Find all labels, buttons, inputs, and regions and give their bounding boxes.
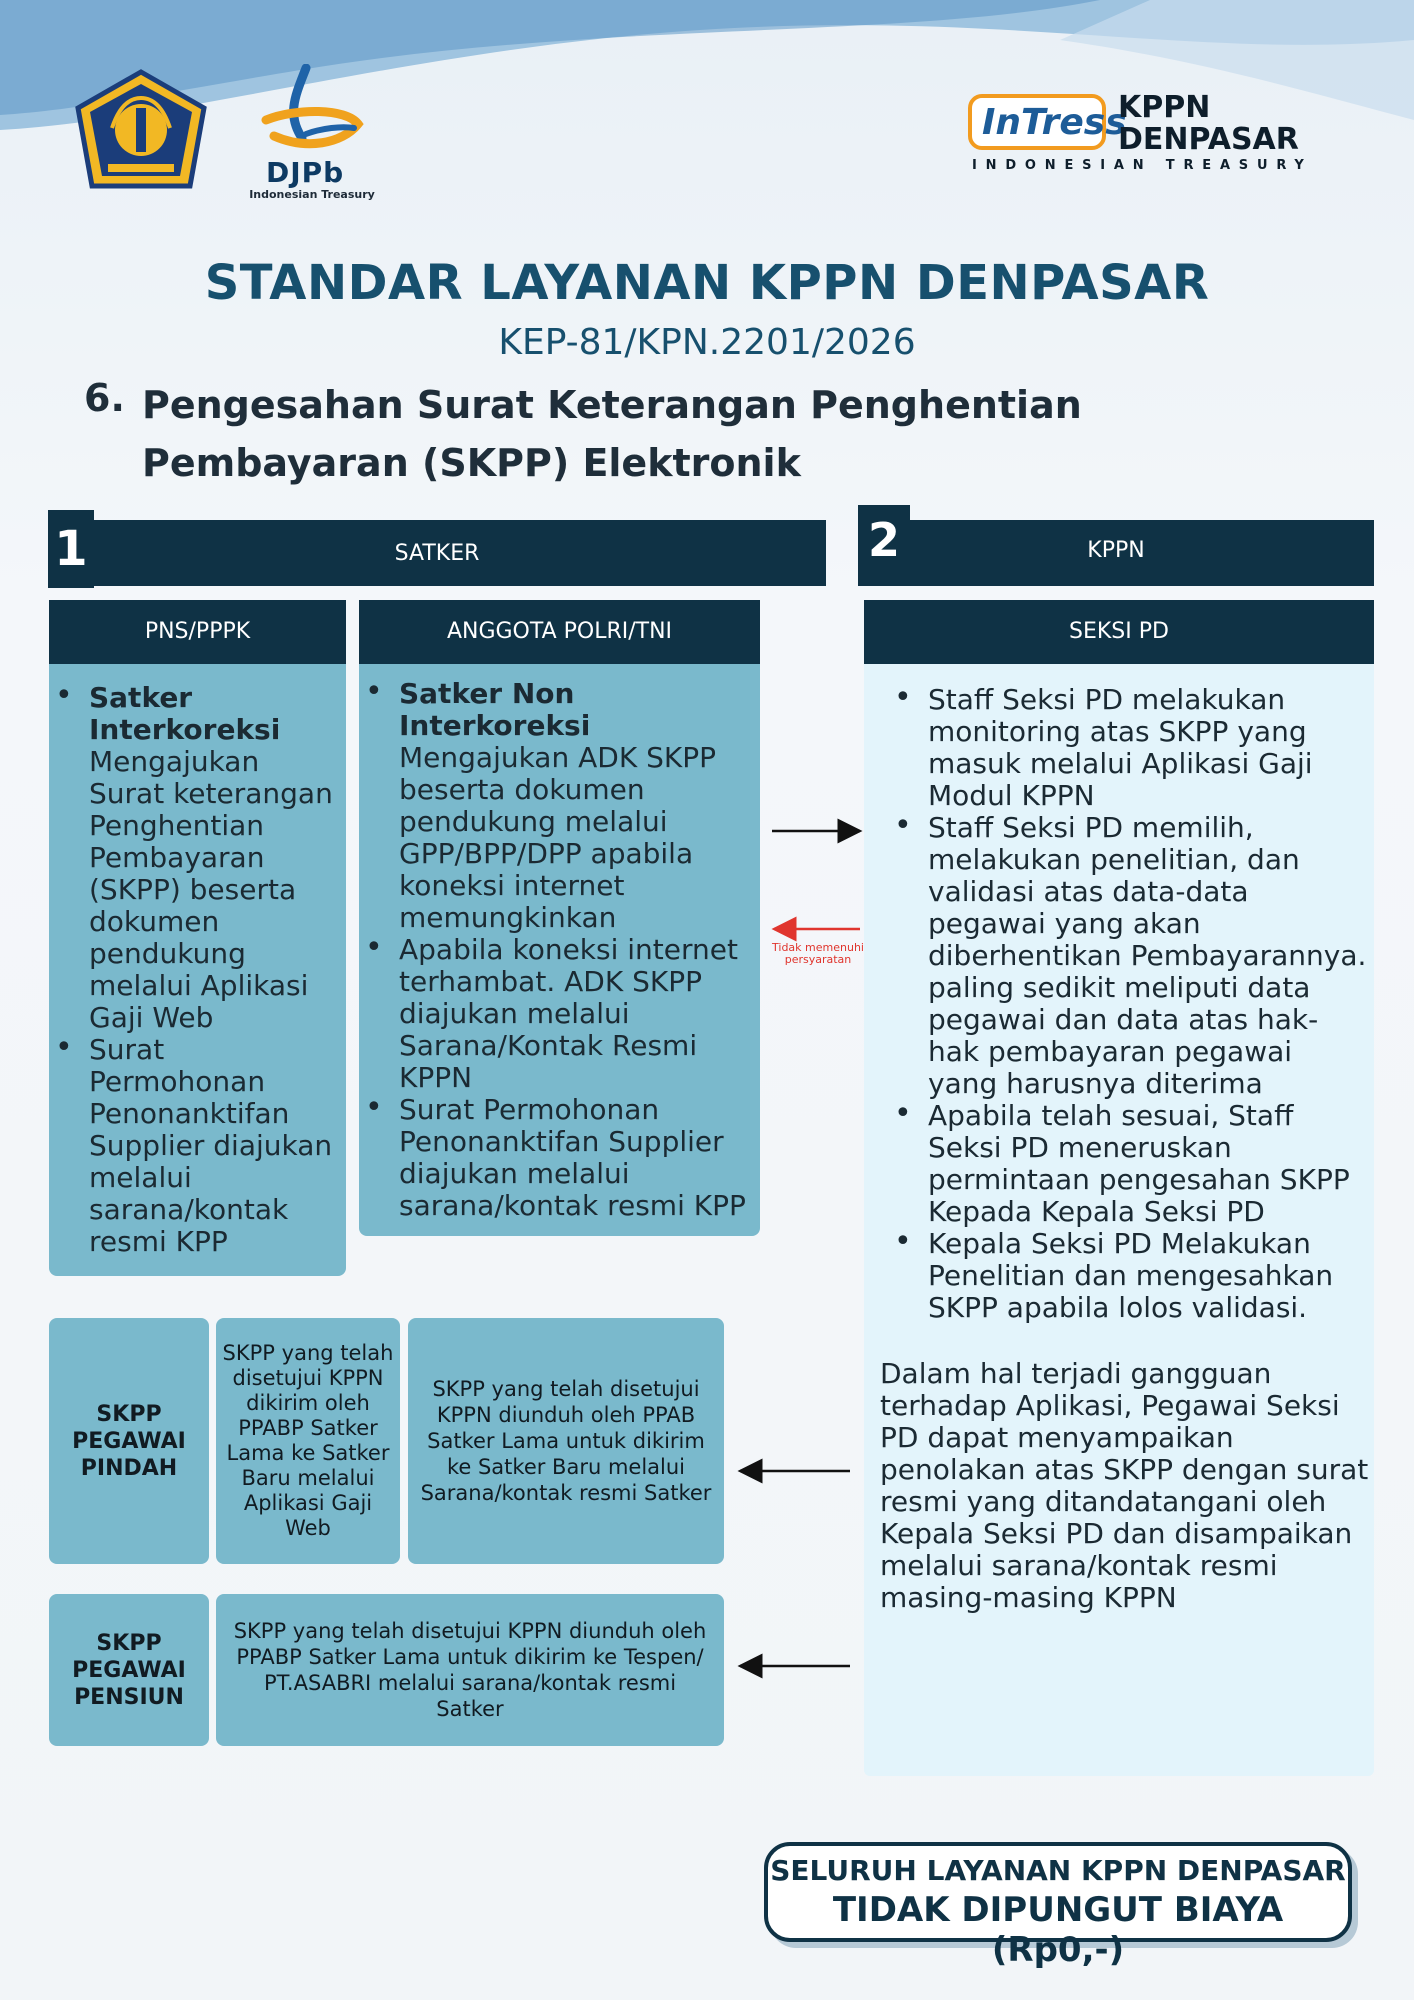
satker-step-number: 1	[48, 510, 94, 588]
kppn-logo-line2: DENPASAR	[1118, 122, 1299, 157]
skpp-pegawai-pensiun-label: SKPP PEGAWAI PENSIUN	[49, 1594, 209, 1746]
list-item	[49, 1034, 339, 1258]
section-title-line1: Pengesahan Surat Keterangan Penghentian	[142, 383, 1082, 427]
pns-pppk-list	[49, 682, 339, 1258]
list-item: • Staff Seksi PD melakukan monitoring atas SKPP yang masuk melalui Aplikasi Gaji Modul KPPN	[888, 684, 1368, 812]
reject-note: Tidak memenuhi persyaratan	[772, 941, 864, 966]
intress-kppn-logo	[966, 90, 1346, 180]
list-item	[359, 1094, 757, 1222]
intress-word: InTress	[982, 102, 1127, 143]
list-item-text: Apabila koneksi internet terhambat. ADK SKPP diajukan melalui Sarana/Kontak Resmi KPPN	[399, 933, 738, 1094]
skpp-pindah-sarana-resmi: SKPP yang telah disetujui KPPN diunduh oleh PPAB Satker Lama untuk dikirim ke Satker Baru melalui Sarana/kontak resmi Satker	[408, 1318, 724, 1564]
kppn-step-number: 2	[858, 505, 910, 579]
list-item	[49, 682, 339, 1034]
kppn-header-label: KPPN	[1087, 538, 1145, 563]
kppn-denpasar-logo-text	[1118, 92, 1299, 156]
djpb-text: DJPb	[266, 156, 345, 189]
list-item: • Staff Seksi PD memilih, melakukan penelitian, dan validasi atas data-data pegawai yang akan diberhentikan Pembayarannya. paling sedikit meliputi data pegawai dan data atas hak-hak pembayaran pegawai yang harusnya diterima	[888, 812, 1368, 1100]
free-service-banner	[764, 1842, 1352, 1970]
list-item: • Kepala Seksi PD Melakukan Penelitian dan mengesahkan SKPP apabila lolos validasi.	[888, 1228, 1368, 1324]
section-title	[142, 376, 1142, 492]
list-item-text: Surat Permohonan Penonanktifan Supplier diajukan melalui sarana/kontak resmi KPP	[89, 1033, 333, 1258]
list-item	[359, 678, 757, 934]
list-item-text: Mengajukan ADK SKPP beserta dokumen pendukung melalui GPP/BPP/DPP apabila koneksi internet memungkinkan	[399, 741, 716, 934]
kemenkeu-logo	[72, 68, 210, 198]
satker-header-label: SATKER	[394, 541, 480, 566]
page-title: STANDAR LAYANAN KPPN DENPASAR	[204, 255, 1210, 311]
seksi-pd-note: Dalam hal terjadi gangguan terhadap Aplikasi, Pegawai Seksi PD dapat menyampaikan penolakan atas SKPP dengan surat resmi yang ditandatangani oleh Kepala Seksi PD dan disampaikan melalui sarana/kontak resmi masing-masing KPPN	[880, 1357, 1369, 1614]
list-item-bold: Satker Interkoreksi	[89, 681, 281, 746]
section-title-line2: Pembayaran (SKPP) Elektronik	[142, 441, 801, 485]
skpp-pegawai-pindah-label: SKPP PEGAWAI PINDAH	[49, 1318, 209, 1564]
footer-line1: SELURUH LAYANAN KPPN DENPASAR	[770, 1854, 1346, 1887]
list-item-bold: Satker Non Interkoreksi	[399, 677, 591, 742]
footer-line2: TIDAK DIPUNGUT BIAYA (Rp0,-)	[832, 1890, 1284, 1970]
indonesian-treasury-subtitle: INDONESIAN TREASURY	[972, 158, 1313, 173]
list-item-text: Surat Permohonan Penonanktifan Supplier diajukan melalui sarana/kontak resmi KPP	[399, 1093, 746, 1222]
pns-pppk-header: PNS/PPPK	[49, 600, 346, 664]
polri-tni-header: ANGGOTA POLRI/TNI	[359, 600, 760, 664]
section-number: 6.	[84, 376, 125, 420]
decree-code: KEP-81/KPN.2201/2026	[498, 322, 916, 363]
list-item	[359, 934, 757, 1094]
seksi-pd-header: SEKSI PD	[864, 600, 1374, 664]
list-item-text: Mengajukan Surat keterangan Penghentian Pembayaran (SKPP) beserta dokumen pendukung melalui Aplikasi Gaji Web	[89, 745, 333, 1034]
polri-tni-list	[359, 678, 757, 1222]
kppn-logo-line1: KPPN	[1118, 90, 1211, 125]
skpp-pindah-gaji-web: SKPP yang telah disetujui KPPN dikirim oleh PPABP Satker Lama ke Satker Baru melalui Aplikasi Gaji Web	[216, 1318, 400, 1564]
intress-badge	[968, 94, 1127, 150]
list-item: • Apabila telah sesuai, Staff Seksi PD meneruskan permintaan pengesahan SKPP Kepada Kepala Seksi PD	[888, 1100, 1368, 1228]
seksi-pd-list	[888, 684, 1368, 1324]
skpp-pensiun-description: SKPP yang telah disetujui KPPN diunduh oleh PPABP Satker Lama untuk dikirim ke Tespen/ PT.ASABRI melalui sarana/kontak resmi Satker	[216, 1594, 724, 1746]
djpb-logo	[246, 64, 378, 204]
djpb-subtitle: Indonesian Treasury	[249, 188, 375, 201]
